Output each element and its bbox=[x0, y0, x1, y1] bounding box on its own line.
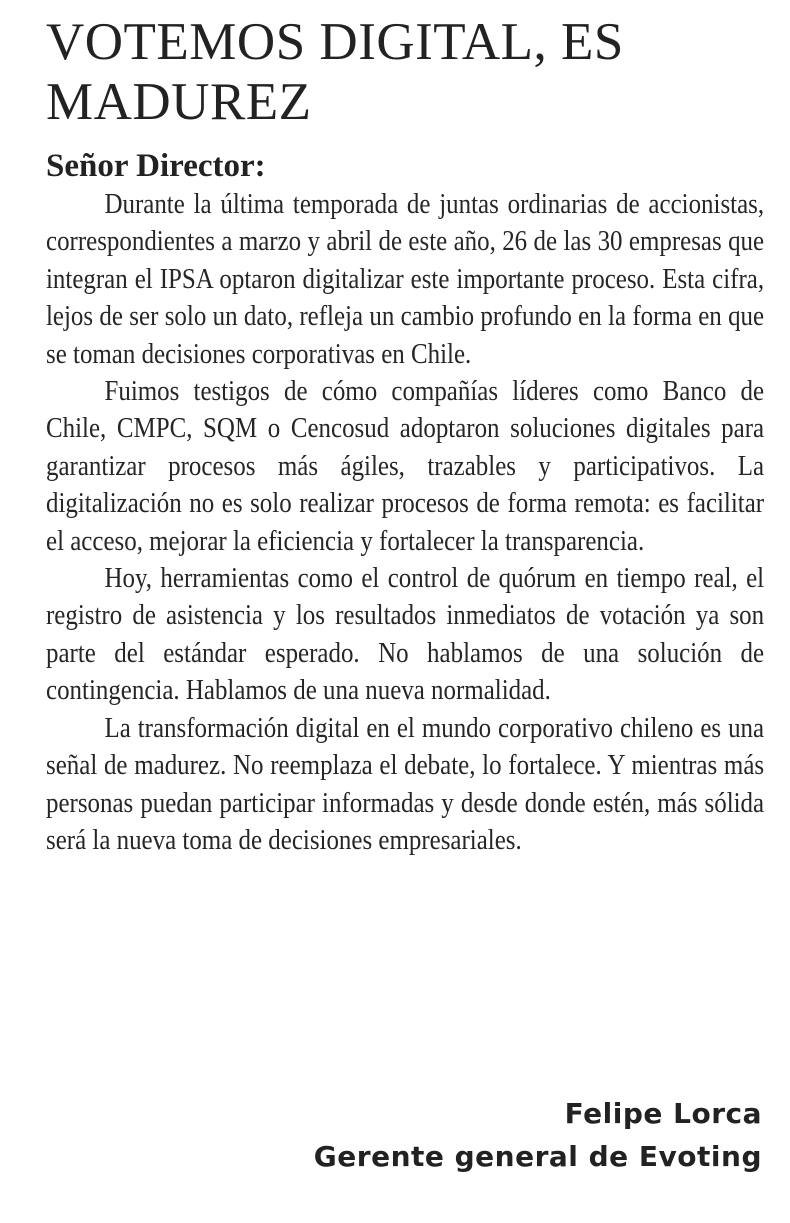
paragraph-1: Durante la última temporada de juntas ordinarias de accionistas, correspondientes a marzo y abril de este año, 26 de las 30 empresas que integran el IPSA optaron digitalizar este importante proceso. Esta cifra, lejos de ser solo un dato, refleja un cambio profundo en la forma en que se toman decisiones corporativas en Chile. bbox=[46, 188, 765, 370]
salutation: Señor Director: bbox=[46, 148, 266, 184]
signature-block bbox=[314, 1092, 762, 1178]
author-title: Gerente general de Evoting bbox=[313, 1140, 762, 1173]
author-name: Felipe Lorca bbox=[564, 1097, 762, 1130]
paragraph-3: Hoy, herramientas como el control de quórum en tiempo real, el registro de asistencia y los resultados inmediatos de votación ya son parte del estándar esperado. No hablamos de una solución de contingencia. Hablamos de una nueva normalidad. bbox=[46, 562, 765, 707]
letter-body bbox=[46, 186, 764, 859]
paragraph-4: La transformación digital en el mundo corporativo chileno es una señal de madurez. No reemplaza el debate, lo fortalece. Y mientras más personas puedan participar informadas y desde donde estén, más sólida será la nueva toma de decisiones empresariales. bbox=[46, 711, 765, 856]
paragraph-2: Fuimos testigos de cómo compañías líderes como Banco de Chile, CMPC, SQM o Cencosud adoptaron soluciones digitales para garantizar procesos más ágiles, trazables y participativos. La digitalización no es solo realizar procesos de forma remota: es facilitar el acceso, mejorar la eficiencia y fortalecer la transparencia. bbox=[46, 375, 765, 557]
headline: VOTEMOS DIGITAL, ES MADUREZ bbox=[46, 13, 624, 131]
letter-article bbox=[46, 12, 764, 859]
